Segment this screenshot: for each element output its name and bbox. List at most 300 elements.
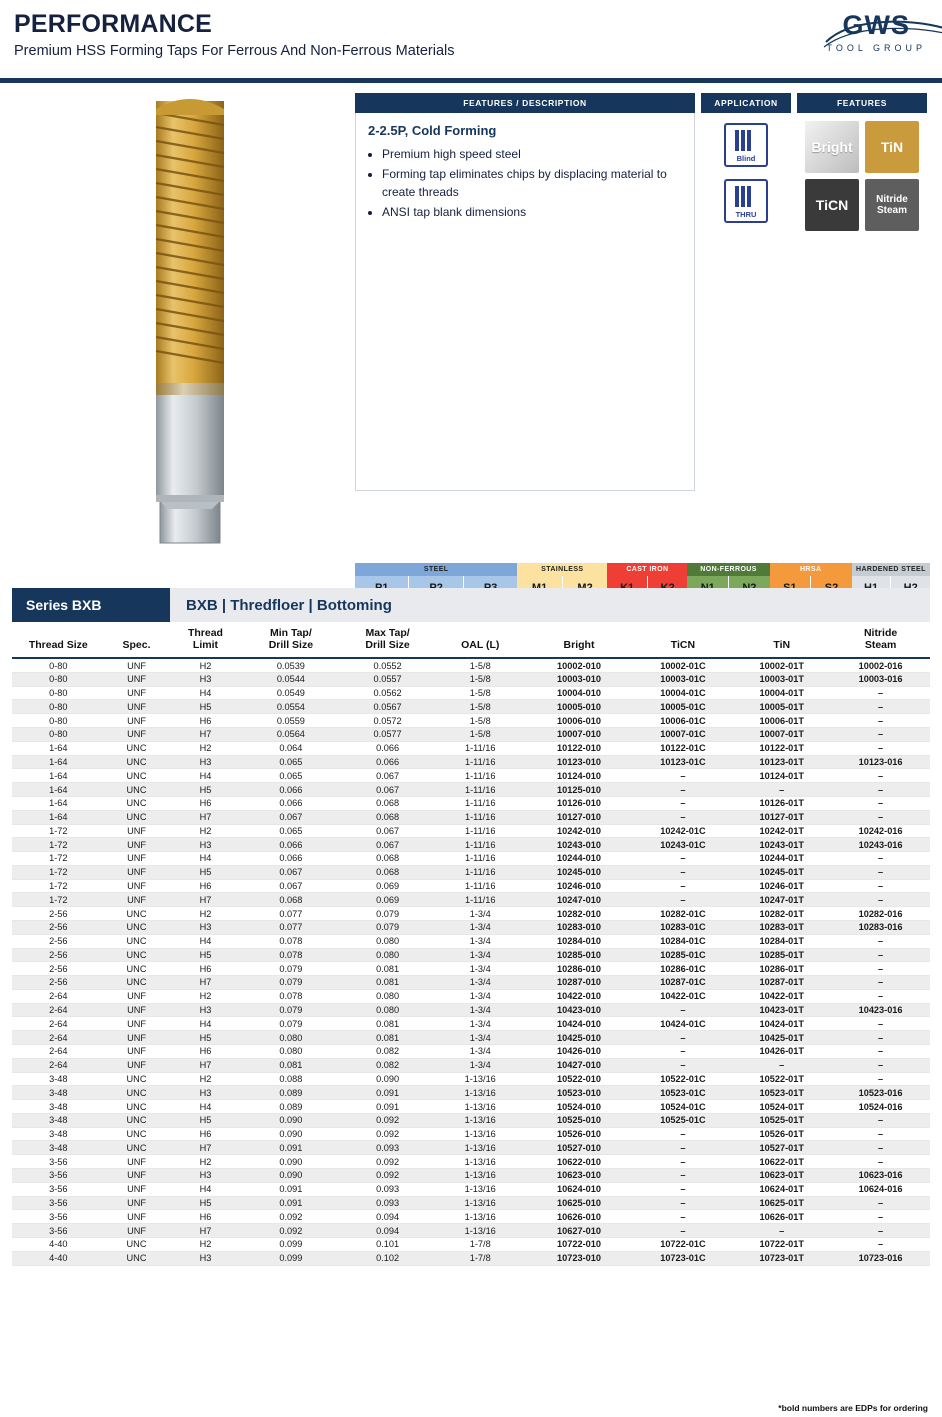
table-row (12, 1100, 930, 1114)
table-cell: 2-56 (12, 948, 105, 962)
table-cell: UNF (105, 824, 169, 838)
table-row (12, 1031, 930, 1045)
table-cell: H3 (168, 1086, 242, 1100)
table-cell: 0.065 (243, 755, 340, 769)
table-cell: 10282-01T (732, 907, 831, 921)
table-cell: – (831, 948, 930, 962)
table-cell: 0.077 (243, 920, 340, 934)
table-cell: 10122-010 (524, 741, 633, 755)
table-cell: 0.080 (339, 948, 436, 962)
table-cell: 0.067 (339, 769, 436, 783)
table-cell: 0.0539 (243, 658, 340, 672)
table-cell: 0.099 (243, 1237, 340, 1251)
thru-hole-icon (724, 179, 768, 223)
table-cell: 1-3/4 (436, 1017, 525, 1031)
table-cell: 0.092 (339, 1169, 436, 1183)
blind-hole-label: Blind (736, 154, 756, 163)
table-cell: 10722-01T (732, 1237, 831, 1251)
table-cell: 10002-01T (732, 658, 831, 672)
table-cell: 10003-016 (831, 672, 930, 686)
feature-item: • ANSI tap blank dimensions (382, 204, 682, 221)
table-cell: 1-72 (12, 824, 105, 838)
table-cell: 0.066 (243, 796, 340, 810)
table-cell: 1-3/4 (436, 989, 525, 1003)
table-cell: UNF (105, 1003, 169, 1017)
group-label: STEEL (355, 563, 517, 576)
table-cell: 1-3/4 (436, 934, 525, 948)
table-cell: 10524-01T (732, 1100, 831, 1114)
table-cell: UNC (105, 1141, 169, 1155)
tap-product-image (120, 91, 260, 551)
table-cell: UNC (105, 976, 169, 990)
table-row (12, 769, 930, 783)
table-cell: 1-11/16 (436, 879, 525, 893)
table-cell: 0.091 (339, 1100, 436, 1114)
table-cell: 0.066 (243, 852, 340, 866)
table-cell: H6 (168, 714, 242, 728)
table-cell: 0.081 (243, 1058, 340, 1072)
table-cell: 10006-01T (732, 714, 831, 728)
table-cell: – (831, 1196, 930, 1210)
table-row (12, 962, 930, 976)
table-cell: 0.082 (339, 1058, 436, 1072)
table-cell: 10243-010 (524, 838, 633, 852)
table-cell: H7 (168, 893, 242, 907)
table-cell: 10527-010 (524, 1141, 633, 1155)
table-cell: 10424-01T (732, 1017, 831, 1031)
table-cell: 1-64 (12, 741, 105, 755)
table-row (12, 672, 930, 686)
table-cell: 4-40 (12, 1237, 105, 1251)
table-cell: UNC (105, 755, 169, 769)
table-cell: 10127-01T (732, 810, 831, 824)
spec-table-body (12, 658, 930, 1265)
col-nitride-steam: Nitride Steam (831, 622, 930, 658)
table-cell: 10126-01T (732, 796, 831, 810)
table-cell: H2 (168, 1237, 242, 1251)
table-cell: 10007-01C (634, 728, 733, 742)
table-cell: 0.079 (339, 907, 436, 921)
table-cell: 2-56 (12, 920, 105, 934)
table-cell: 0-80 (12, 700, 105, 714)
table-cell: 0.080 (243, 1045, 340, 1059)
table-cell: 10283-010 (524, 920, 633, 934)
group-label: STAINLESS (517, 563, 607, 576)
table-cell: – (634, 1031, 733, 1045)
thru-hole-label: THRU (735, 210, 757, 219)
col-thread-limit: Thread Limit (168, 622, 242, 658)
table-cell: 10287-010 (524, 976, 633, 990)
table-cell: 1-3/4 (436, 948, 525, 962)
series-name: Series BXB (12, 588, 170, 622)
table-cell: – (634, 1141, 733, 1155)
table-cell: 10283-016 (831, 920, 930, 934)
table-cell: – (634, 1224, 733, 1238)
table-cell: – (634, 1058, 733, 1072)
table-cell: 10123-01C (634, 755, 733, 769)
table-cell: 10723-01C (634, 1251, 733, 1265)
table-cell: 10243-01C (634, 838, 733, 852)
table-cell: – (831, 1017, 930, 1031)
table-cell: 0.093 (339, 1141, 436, 1155)
table-cell: 0-80 (12, 686, 105, 700)
table-cell: 2-64 (12, 1031, 105, 1045)
table-cell: – (831, 686, 930, 700)
table-cell: – (831, 1127, 930, 1141)
page-subtitle: Premium HSS Forming Taps For Ferrous And Non-Ferrous Materials (14, 43, 455, 59)
table-cell: 10283-01C (634, 920, 733, 934)
table-cell: UNF (105, 1058, 169, 1072)
table-cell: – (831, 700, 930, 714)
table-cell: – (634, 1196, 733, 1210)
table-cell: H2 (168, 1155, 242, 1169)
table-cell: 1-3/4 (436, 1058, 525, 1072)
blind-hole-icon (724, 123, 768, 167)
table-cell: 10284-01T (732, 934, 831, 948)
table-row (12, 989, 930, 1003)
table-cell: 0-80 (12, 714, 105, 728)
table-cell: – (831, 769, 930, 783)
table-cell: – (831, 1155, 930, 1169)
col-tin: TiN (732, 622, 831, 658)
table-row (12, 1196, 930, 1210)
group-label: NON-FERROUS (687, 563, 769, 576)
table-cell: UNC (105, 1113, 169, 1127)
table-row (12, 728, 930, 742)
table-cell: H7 (168, 1141, 242, 1155)
table-cell: 10124-010 (524, 769, 633, 783)
table-cell: – (831, 934, 930, 948)
table-cell: – (634, 1155, 733, 1169)
table-cell: H5 (168, 700, 242, 714)
table-cell: H4 (168, 852, 242, 866)
table-row (12, 1086, 930, 1100)
table-cell: 0.093 (339, 1182, 436, 1196)
table-cell: 1-64 (12, 783, 105, 797)
table-cell: H2 (168, 824, 242, 838)
table-cell: UNF (105, 1169, 169, 1183)
table-cell: 10002-010 (524, 658, 633, 672)
group-label: HRSA (770, 563, 852, 576)
table-cell: H7 (168, 976, 242, 990)
table-cell: 0-80 (12, 728, 105, 742)
table-cell: 1-3/4 (436, 1003, 525, 1017)
table-cell: 10122-01T (732, 741, 831, 755)
table-cell: 1-3/4 (436, 976, 525, 990)
table-cell: 1-72 (12, 865, 105, 879)
table-row (12, 838, 930, 852)
table-cell: – (634, 1003, 733, 1017)
table-cell: 2-64 (12, 1045, 105, 1059)
table-row (12, 976, 930, 990)
table-cell: 1-13/16 (436, 1141, 525, 1155)
table-cell: 10247-010 (524, 893, 633, 907)
table-cell: 10282-010 (524, 907, 633, 921)
table-cell: 10722-01C (634, 1237, 733, 1251)
table-cell: 1-5/8 (436, 672, 525, 686)
table-cell: 2-56 (12, 907, 105, 921)
table-cell: 10284-010 (524, 934, 633, 948)
table-cell: 10287-01T (732, 976, 831, 990)
table-cell: H3 (168, 1003, 242, 1017)
table-cell: 3-48 (12, 1072, 105, 1086)
table-row (12, 810, 930, 824)
table-cell: 10286-01T (732, 962, 831, 976)
table-cell: 10246-010 (524, 879, 633, 893)
panel-bodies (355, 113, 930, 491)
table-cell: 10423-010 (524, 1003, 633, 1017)
table-cell: 2-56 (12, 962, 105, 976)
table-row (12, 796, 930, 810)
table-cell: 0.066 (339, 741, 436, 755)
table-cell: 0.068 (339, 810, 436, 824)
table-cell: 10007-01T (732, 728, 831, 742)
table-cell: 1-13/16 (436, 1072, 525, 1086)
table-row (12, 852, 930, 866)
table-cell: UNF (105, 989, 169, 1003)
table-cell: 10285-01C (634, 948, 733, 962)
table-cell: 0.067 (339, 824, 436, 838)
table-cell: H7 (168, 728, 242, 742)
table-cell: 1-64 (12, 769, 105, 783)
table-cell: – (831, 1045, 930, 1059)
table-row (12, 1224, 930, 1238)
table-cell: 3-56 (12, 1182, 105, 1196)
table-cell: 10242-01C (634, 824, 733, 838)
table-cell: 10003-01T (732, 672, 831, 686)
table-cell: UNC (105, 741, 169, 755)
table-row (12, 1182, 930, 1196)
table-cell: H5 (168, 865, 242, 879)
table-cell: 0.093 (339, 1196, 436, 1210)
table-cell: – (831, 976, 930, 990)
table-cell: – (732, 1058, 831, 1072)
table-cell: 10242-010 (524, 824, 633, 838)
table-cell: 1-13/16 (436, 1155, 525, 1169)
table-cell: 10524-01C (634, 1100, 733, 1114)
table-cell: – (831, 810, 930, 824)
table-cell: 0.066 (243, 838, 340, 852)
table-cell: 0.090 (243, 1113, 340, 1127)
table-cell: 10247-01T (732, 893, 831, 907)
feature-title: 2-2.5P, Cold Forming (368, 123, 497, 138)
table-cell: 10004-01C (634, 686, 733, 700)
info-panels (355, 93, 930, 491)
table-cell: H3 (168, 1251, 242, 1265)
table-cell: 10723-01T (732, 1251, 831, 1265)
table-row (12, 658, 930, 672)
table-cell: 3-56 (12, 1155, 105, 1169)
table-cell: – (831, 1031, 930, 1045)
table-row (12, 1072, 930, 1086)
table-cell: 0.090 (339, 1072, 436, 1086)
table-cell: H3 (168, 838, 242, 852)
table-cell: H2 (168, 658, 242, 672)
table-cell: 0.094 (339, 1210, 436, 1224)
table-cell: 1-13/16 (436, 1086, 525, 1100)
table-cell: – (831, 1237, 930, 1251)
table-cell: 1-11/16 (436, 865, 525, 879)
table-cell: 1-5/8 (436, 686, 525, 700)
table-cell: 10123-01T (732, 755, 831, 769)
col-spec: Spec. (105, 622, 169, 658)
table-cell: 10006-01C (634, 714, 733, 728)
table-cell: 1-11/16 (436, 893, 525, 907)
table-cell: 1-3/4 (436, 1031, 525, 1045)
table-cell: 0.067 (243, 810, 340, 824)
table-cell: 0.0557 (339, 672, 436, 686)
table-cell: 10623-010 (524, 1169, 633, 1183)
table-cell: 10723-010 (524, 1251, 633, 1265)
table-cell: – (634, 1127, 733, 1141)
table-cell: 10123-016 (831, 755, 930, 769)
table-cell: UNF (105, 879, 169, 893)
table-cell: 1-72 (12, 893, 105, 907)
table-cell: 10524-010 (524, 1100, 633, 1114)
table-cell: – (732, 1224, 831, 1238)
table-cell: H5 (168, 1196, 242, 1210)
table-cell: UNF (105, 1196, 169, 1210)
table-row (12, 741, 930, 755)
table-cell: 0.079 (243, 1017, 340, 1031)
table-cell: 0.081 (339, 1017, 436, 1031)
table-cell: H3 (168, 1169, 242, 1183)
table-row (12, 714, 930, 728)
table-cell: UNF (105, 700, 169, 714)
table-cell: UNC (105, 948, 169, 962)
table-cell: 0.099 (243, 1251, 340, 1265)
table-cell: 10422-010 (524, 989, 633, 1003)
table-cell: 1-72 (12, 838, 105, 852)
features-header: FEATURES (797, 93, 927, 113)
table-row (12, 700, 930, 714)
table-cell: 1-13/16 (436, 1100, 525, 1114)
table-cell: H2 (168, 989, 242, 1003)
table-cell: 1-11/16 (436, 810, 525, 824)
table-cell: 10426-010 (524, 1045, 633, 1059)
table-cell: 1-13/16 (436, 1196, 525, 1210)
table-cell: H5 (168, 1113, 242, 1127)
table-cell: H4 (168, 1017, 242, 1031)
table-cell: H4 (168, 1100, 242, 1114)
table-cell: 10422-01C (634, 989, 733, 1003)
table-cell: 10425-010 (524, 1031, 633, 1045)
table-cell: 0.068 (339, 852, 436, 866)
table-cell: 10007-010 (524, 728, 633, 742)
table-cell: UNF (105, 838, 169, 852)
table-cell: UNF (105, 852, 169, 866)
table-cell: UNC (105, 1086, 169, 1100)
table-cell: 1-13/16 (436, 1210, 525, 1224)
table-cell: 3-56 (12, 1196, 105, 1210)
table-cell: 0.094 (339, 1224, 436, 1238)
table-cell: UNF (105, 1045, 169, 1059)
table-cell: UNC (105, 962, 169, 976)
table-cell: – (831, 1141, 930, 1155)
table-cell: 2-64 (12, 1017, 105, 1031)
table-cell: 0.067 (339, 783, 436, 797)
table-row (12, 783, 930, 797)
table-cell: 10422-01T (732, 989, 831, 1003)
col-min-tap: Min Tap/ Drill Size (243, 622, 340, 658)
table-cell: 10625-010 (524, 1196, 633, 1210)
table-cell: 0.081 (339, 1031, 436, 1045)
brand-logo (826, 10, 926, 53)
table-cell: 0.081 (339, 962, 436, 976)
feature-item: • Forming tap eliminates chips by displacing material to create threads (382, 166, 682, 201)
table-row (12, 1045, 930, 1059)
table-cell: – (831, 852, 930, 866)
table-cell: 0.077 (243, 907, 340, 921)
table-cell: 10244-01T (732, 852, 831, 866)
table-cell: 10005-010 (524, 700, 633, 714)
table-cell: 1-64 (12, 796, 105, 810)
table-cell: 0.092 (339, 1155, 436, 1169)
table-cell: 10624-010 (524, 1182, 633, 1196)
table-cell: 10285-01T (732, 948, 831, 962)
table-cell: 1-11/16 (436, 852, 525, 866)
col-thread-size: Thread Size (12, 622, 105, 658)
blind-hole-bars (735, 130, 751, 151)
table-cell: 0.082 (339, 1045, 436, 1059)
table-cell: 1-13/16 (436, 1113, 525, 1127)
table-cell: 10124-01T (732, 769, 831, 783)
coating-tin: TiN (865, 121, 919, 173)
table-cell: 10242-016 (831, 824, 930, 838)
table-cell: 0.090 (243, 1169, 340, 1183)
thru-hole-bars (735, 186, 751, 207)
table-cell: 1-11/16 (436, 838, 525, 852)
table-row (12, 879, 930, 893)
table-cell: H5 (168, 1031, 242, 1045)
table-cell: 10126-010 (524, 796, 633, 810)
page-title: PERFORMANCE (14, 10, 213, 38)
page-header (0, 0, 942, 78)
table-cell: 1-72 (12, 852, 105, 866)
table-cell: 0.102 (339, 1251, 436, 1265)
table-cell: 10244-010 (524, 852, 633, 866)
table-cell: 0.066 (243, 783, 340, 797)
table-cell: – (634, 879, 733, 893)
table-cell: 0.0559 (243, 714, 340, 728)
table-cell: 10523-01C (634, 1086, 733, 1100)
table-cell: UNC (105, 934, 169, 948)
table-cell: – (831, 989, 930, 1003)
table-cell: 0.065 (243, 769, 340, 783)
table-cell: UNF (105, 865, 169, 879)
table-cell: 10005-01C (634, 700, 733, 714)
coating-nitride-steam: Nitride Steam (865, 179, 919, 231)
feature-list (368, 146, 682, 222)
table-cell: 3-48 (12, 1127, 105, 1141)
table-cell: 2-56 (12, 976, 105, 990)
table-cell: 1-72 (12, 879, 105, 893)
table-cell: 0.080 (339, 989, 436, 1003)
table-cell: H6 (168, 879, 242, 893)
table-cell: UNF (105, 728, 169, 742)
col-ticn: TiCN (634, 622, 733, 658)
table-cell: 0.089 (243, 1086, 340, 1100)
table-cell: 10423-01T (732, 1003, 831, 1017)
table-cell: 10003-010 (524, 672, 633, 686)
table-cell: – (634, 893, 733, 907)
table-cell: 10287-01C (634, 976, 733, 990)
table-cell: 0.069 (339, 893, 436, 907)
table-row (12, 865, 930, 879)
table-cell: 0.089 (243, 1100, 340, 1114)
table-cell: 10424-01C (634, 1017, 733, 1031)
table-cell: 0.080 (339, 1003, 436, 1017)
